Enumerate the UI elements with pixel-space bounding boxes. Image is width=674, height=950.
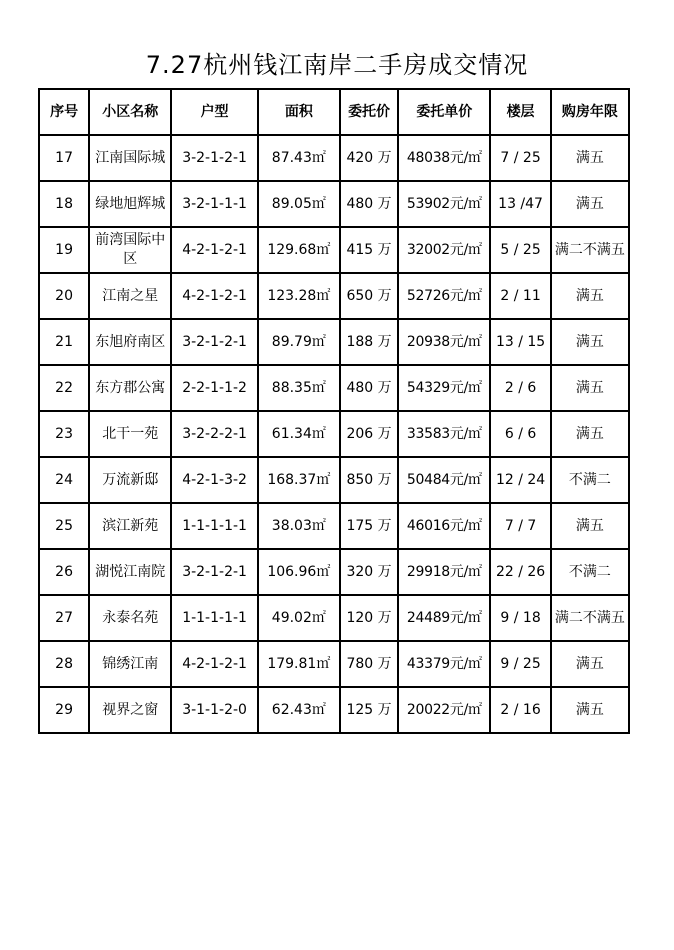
table-row <box>39 641 629 687</box>
cell-name: 湖悦江南院 <box>89 549 171 595</box>
cell-years: 满二不满五 <box>551 595 629 641</box>
cell-no: 19 <box>39 227 89 273</box>
cell-name: 永泰名苑 <box>89 595 171 641</box>
cell-no: 26 <box>39 549 89 595</box>
cell-unit-price: 43379元/㎡ <box>398 641 490 687</box>
cell-name: 东方郡公寓 <box>89 365 171 411</box>
cell-years: 满五 <box>551 273 629 319</box>
cell-area: 168.37㎡ <box>258 457 340 503</box>
cell-name: 锦绣江南 <box>89 641 171 687</box>
cell-area: 38.03㎡ <box>258 503 340 549</box>
cell-unit-price: 20022元/㎡ <box>398 687 490 733</box>
header-area: 面积 <box>258 89 340 135</box>
cell-floor: 6 / 6 <box>490 411 550 457</box>
cell-years: 满二不满五 <box>551 227 629 273</box>
table-row <box>39 227 629 273</box>
cell-floor: 7 / 25 <box>490 135 550 181</box>
cell-floor: 2 / 16 <box>490 687 550 733</box>
cell-area: 87.43㎡ <box>258 135 340 181</box>
cell-unit-price: 46016元/㎡ <box>398 503 490 549</box>
header-no: 序号 <box>39 89 89 135</box>
header-unit-price: 委托单价 <box>398 89 490 135</box>
cell-floor: 2 / 11 <box>490 273 550 319</box>
header-years: 购房年限 <box>551 89 629 135</box>
cell-type: 4-2-1-3-2 <box>171 457 257 503</box>
cell-unit-price: 53902元/㎡ <box>398 181 490 227</box>
cell-area: 123.28㎡ <box>258 273 340 319</box>
cell-floor: 9 / 18 <box>490 595 550 641</box>
cell-years: 满五 <box>551 365 629 411</box>
cell-area: 62.43㎡ <box>258 687 340 733</box>
cell-price: 120 万 <box>340 595 398 641</box>
cell-type: 3-2-2-2-1 <box>171 411 257 457</box>
table-row <box>39 457 629 503</box>
table-row <box>39 411 629 457</box>
cell-area: 106.96㎡ <box>258 549 340 595</box>
table-row <box>39 319 629 365</box>
table-row <box>39 365 629 411</box>
cell-price: 480 万 <box>340 365 398 411</box>
cell-type: 3-2-1-2-1 <box>171 319 257 365</box>
table-row <box>39 181 629 227</box>
cell-years: 不满二 <box>551 457 629 503</box>
table-row <box>39 135 629 181</box>
cell-unit-price: 32002元/㎡ <box>398 227 490 273</box>
table-row <box>39 503 629 549</box>
cell-price: 125 万 <box>340 687 398 733</box>
cell-price: 850 万 <box>340 457 398 503</box>
cell-no: 24 <box>39 457 89 503</box>
cell-type: 1-1-1-1-1 <box>171 595 257 641</box>
cell-years: 满五 <box>551 503 629 549</box>
cell-name: 江南之星 <box>89 273 171 319</box>
cell-type: 1-1-1-1-1 <box>171 503 257 549</box>
header-price: 委托价 <box>340 89 398 135</box>
cell-area: 129.68㎡ <box>258 227 340 273</box>
cell-unit-price: 48038元/㎡ <box>398 135 490 181</box>
cell-unit-price: 33583元/㎡ <box>398 411 490 457</box>
page-title: 7.27杭州钱江南岸二手房成交情况 <box>145 51 529 79</box>
cell-type: 3-1-1-2-0 <box>171 687 257 733</box>
header-floor: 楼层 <box>490 89 550 135</box>
cell-price: 415 万 <box>340 227 398 273</box>
cell-name: 北干一苑 <box>89 411 171 457</box>
cell-no: 25 <box>39 503 89 549</box>
cell-no: 22 <box>39 365 89 411</box>
table-row <box>39 549 629 595</box>
cell-no: 20 <box>39 273 89 319</box>
table-row <box>39 273 629 319</box>
cell-area: 89.05㎡ <box>258 181 340 227</box>
cell-unit-price: 52726元/㎡ <box>398 273 490 319</box>
cell-years: 满五 <box>551 411 629 457</box>
cell-years: 满五 <box>551 641 629 687</box>
cell-years: 满五 <box>551 687 629 733</box>
cell-years: 满五 <box>551 181 629 227</box>
cell-area: 61.34㎡ <box>258 411 340 457</box>
cell-price: 480 万 <box>340 181 398 227</box>
cell-area: 49.02㎡ <box>258 595 340 641</box>
cell-price: 206 万 <box>340 411 398 457</box>
cell-floor: 5 / 25 <box>490 227 550 273</box>
table-row <box>39 595 629 641</box>
cell-name: 东旭府南区 <box>89 319 171 365</box>
cell-type: 4-2-1-2-1 <box>171 273 257 319</box>
cell-floor: 22 / 26 <box>490 549 550 595</box>
cell-price: 188 万 <box>340 319 398 365</box>
cell-type: 2-2-1-1-2 <box>171 365 257 411</box>
cell-type: 4-2-1-2-1 <box>171 227 257 273</box>
cell-area: 88.35㎡ <box>258 365 340 411</box>
cell-years: 满五 <box>551 135 629 181</box>
cell-floor: 7 / 7 <box>490 503 550 549</box>
cell-no: 17 <box>39 135 89 181</box>
cell-no: 21 <box>39 319 89 365</box>
cell-unit-price: 50484元/㎡ <box>398 457 490 503</box>
cell-price: 320 万 <box>340 549 398 595</box>
cell-floor: 2 / 6 <box>490 365 550 411</box>
table-row <box>39 687 629 733</box>
cell-unit-price: 54329元/㎡ <box>398 365 490 411</box>
cell-type: 3-2-1-1-1 <box>171 181 257 227</box>
cell-years: 不满二 <box>551 549 629 595</box>
cell-price: 175 万 <box>340 503 398 549</box>
cell-unit-price: 29918元/㎡ <box>398 549 490 595</box>
cell-price: 420 万 <box>340 135 398 181</box>
table-header-row <box>39 89 629 135</box>
cell-no: 28 <box>39 641 89 687</box>
header-name: 小区名称 <box>89 89 171 135</box>
cell-no: 18 <box>39 181 89 227</box>
cell-name: 视界之窗 <box>89 687 171 733</box>
cell-no: 29 <box>39 687 89 733</box>
cell-floor: 9 / 25 <box>490 641 550 687</box>
cell-years: 满五 <box>551 319 629 365</box>
cell-name: 滨江新苑 <box>89 503 171 549</box>
cell-area: 89.79㎡ <box>258 319 340 365</box>
cell-name: 万流新邸 <box>89 457 171 503</box>
cell-type: 3-2-1-2-1 <box>171 135 257 181</box>
transactions-table <box>38 88 630 734</box>
cell-floor: 13 / 15 <box>490 319 550 365</box>
cell-floor: 13 /47 <box>490 181 550 227</box>
cell-unit-price: 20938元/㎡ <box>398 319 490 365</box>
cell-name: 绿地旭辉城 <box>89 181 171 227</box>
cell-unit-price: 24489元/㎡ <box>398 595 490 641</box>
cell-area: 179.81㎡ <box>258 641 340 687</box>
header-type: 户型 <box>171 89 257 135</box>
cell-price: 780 万 <box>340 641 398 687</box>
cell-floor: 12 / 24 <box>490 457 550 503</box>
cell-name: 前湾国际中区 <box>89 227 171 273</box>
cell-price: 650 万 <box>340 273 398 319</box>
cell-type: 4-2-1-2-1 <box>171 641 257 687</box>
cell-no: 27 <box>39 595 89 641</box>
cell-no: 23 <box>39 411 89 457</box>
cell-name: 江南国际城 <box>89 135 171 181</box>
cell-type: 3-2-1-2-1 <box>171 549 257 595</box>
